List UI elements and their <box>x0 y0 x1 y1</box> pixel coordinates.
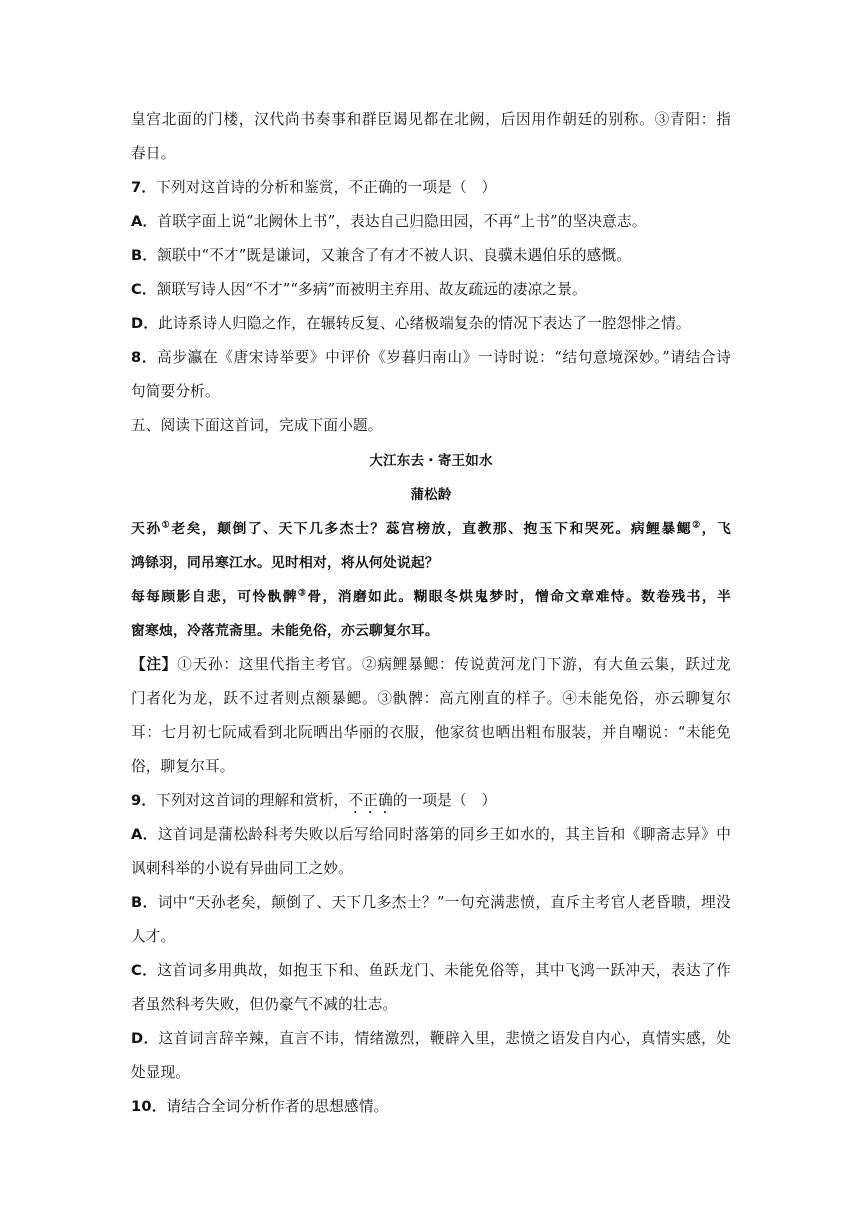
annotation-line: 【注】①天孙：这里代指主考官。②病鲤暴鳃：传说黄河龙门下游，有大鱼云集，跃过龙 <box>131 656 731 673</box>
option-9d: D．这首词言辞辛辣，直言不讳，情绪激烈，鞭辟入里，悲愤之语发自内心，真情实感，处 <box>131 1030 732 1047</box>
option-9a-cont: 讽刺科举的小说有异曲同工之妙。 <box>131 860 353 877</box>
option-9c: C．这首词多用典故，如抱玉下和、鱼跃龙门、未能免俗等，其中飞鸿一跃冲天，表达了作 <box>131 962 731 979</box>
option-7c: C．颔联写诗人因“不才”“多病”而被明主弃用、故友疏远的凄凉之景。 <box>131 281 587 298</box>
poem-title: 大江东去・寄王如水 <box>369 453 493 469</box>
annotation-line: 俗，聊复尔耳。 <box>131 758 235 775</box>
annotation-line: 耳：七月初七阮咸看到北阮晒出华丽的衣服，他家贫也晒出粗布服装，并自嘲说：“未能免 <box>131 724 731 741</box>
option-7d: D．此诗系诗人归隐之作，在辗转反复、心绪极端复杂的情况下表达了一腔怨悱之情。 <box>131 315 691 332</box>
option-9b-cont: 人才。 <box>131 928 176 945</box>
poem-line: 每每顾影自悲，可怜骫髀③骨，消磨如此。糊眼冬烘鬼梦时，憎命文章难恃。数卷残书，半 <box>131 588 731 605</box>
question-7: 7．下列对这首诗的分析和鉴赏，不正确的一项是（ ） <box>131 179 497 196</box>
option-9b: B．词中“天孙老矣，颠倒了、天下几多杰士？”一句充满悲愤，直斥主考官人老昏聩，埋没 <box>131 894 731 911</box>
option-9d-cont: 处显现。 <box>131 1064 191 1081</box>
question-8: 8．高步瀛在《唐宋诗举要》中评价《岁暮归南山》一诗时说：“结句意境深妙。”请结合诗 <box>131 349 731 366</box>
option-9a: A．这首词是蒲松龄科考失败以后写给同时落第的同乡王如水的，其主旨和《聊斋志异》中 <box>131 826 731 843</box>
poem-author: 蒲松龄 <box>410 487 452 503</box>
poem-line: 窗寒烛，冷落荒斋里。未能免俗，亦云聊复尔耳。 <box>131 623 439 639</box>
poem-line: 鸿铩羽，同吊寒江水。见时相对，将从何处说起？ <box>131 555 439 571</box>
option-9c-cont: 者虽然科考失败，但仍豪气不减的壮志。 <box>131 996 398 1013</box>
note-line: 皇宫北面的门楼，汉代尚书奏事和群臣谒见都在北阙，后因用作朝廷的别称。③青阳：指 <box>131 111 731 128</box>
note-line: 春日。 <box>131 145 176 162</box>
question-10: 10．请结合全词分析作者的思想感情。 <box>131 1098 389 1115</box>
option-7a: A．首联字面上说“北阙休上书”，表达自己归隐田园，不再“上书”的坚决意志。 <box>131 213 647 230</box>
annotation-line: 门者化为龙，跃不过者则点额暴鳃。③骫髀：高亢刚直的样子。④未能免俗，亦云聊复尔 <box>131 690 731 707</box>
question-9: 9．下列对这首词的理解和赏析，不正确的一项是（ ） <box>131 792 497 809</box>
question-8-cont: 句简要分析。 <box>131 383 220 400</box>
poem-line: 天孙①老矣，颠倒了、天下几多杰士？蕊宫榜放，直教那、抱玉下和哭死。病鲤暴鳃②，飞 <box>131 520 731 537</box>
option-7b: B．颔联中“不才”既是谦词，又兼含了有才不被人识、良骥未遇伯乐的感慨。 <box>131 247 632 264</box>
section-five-heading: 五、阅读下面这首词，完成下面小题。 <box>131 417 383 434</box>
